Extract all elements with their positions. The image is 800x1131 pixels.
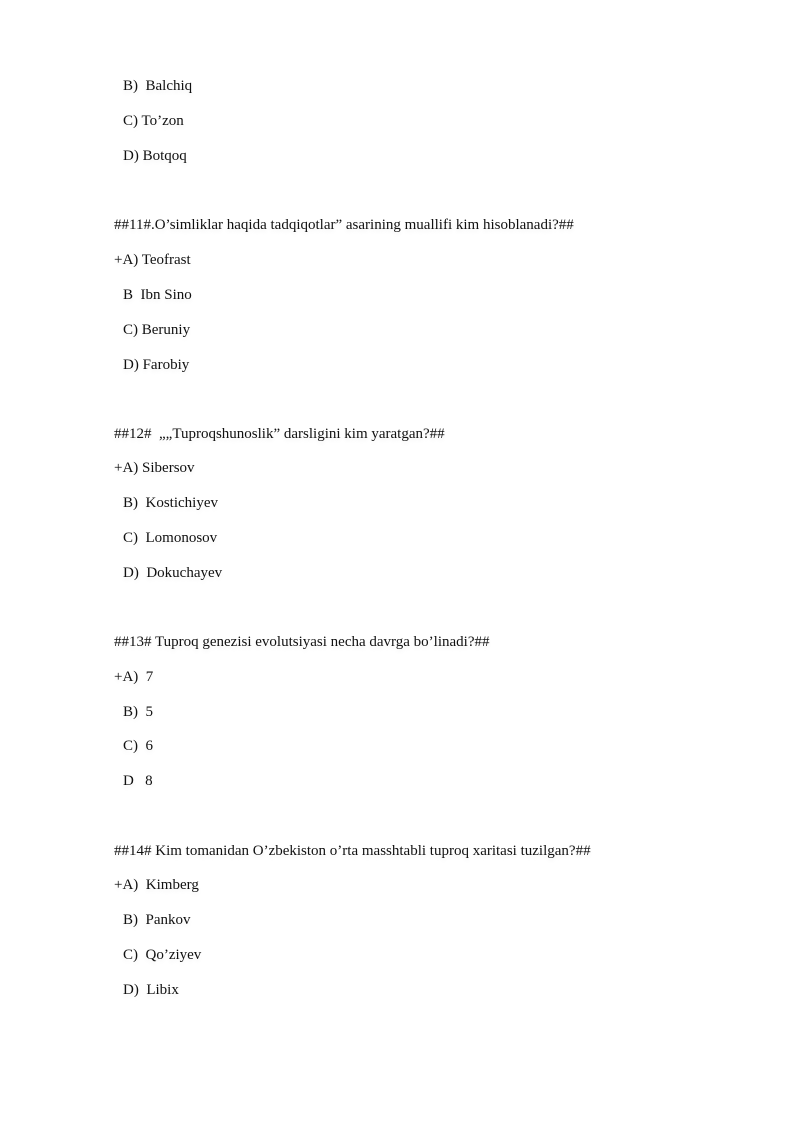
answer-option: D) Farobiy	[123, 357, 190, 373]
correct-answer-option: +A) 7	[114, 669, 154, 685]
answer-option: B) Kostichiyev	[123, 495, 218, 511]
correct-answer-option: +A) Sibersov	[114, 460, 195, 476]
answer-option: D 8	[123, 773, 153, 789]
answer-option: B) Balchiq	[123, 78, 193, 94]
question-text: ##11#.O’simliklar haqida tadqiqotlar” asarining muallifi kim hisoblanadi?##	[114, 217, 574, 233]
answer-option: C) 6	[123, 738, 153, 754]
answer-option: C) Beruniy	[123, 322, 191, 338]
answer-option: D) Botqoq	[123, 148, 187, 164]
correct-answer-option: +A) Teofrast	[114, 252, 191, 268]
answer-option: C) Qo’ziyev	[123, 947, 202, 963]
question-text: ##13# Tuproq genezisi evolutsiyasi necha davrga bo’linadi?##	[114, 634, 490, 650]
answer-option: C) Lomonosov	[123, 530, 218, 546]
answer-option: D) Libix	[123, 982, 179, 998]
correct-answer-option: +A) Kimberg	[114, 877, 199, 893]
answer-option: D) Dokuchayev	[123, 565, 223, 581]
answer-option: B) Pankov	[123, 912, 191, 928]
answer-option: B) 5	[123, 704, 153, 720]
answer-option: B Ibn Sino	[123, 287, 192, 303]
question-text: ##12# „„Tuproqshunoslik” darsligini kim yaratgan?##	[114, 426, 445, 442]
answer-option: C) To’zon	[123, 113, 184, 129]
question-text: ##14# Kim tomanidan O’zbekiston o’rta masshtabli tuproq xaritasi tuzilgan?##	[114, 843, 591, 859]
